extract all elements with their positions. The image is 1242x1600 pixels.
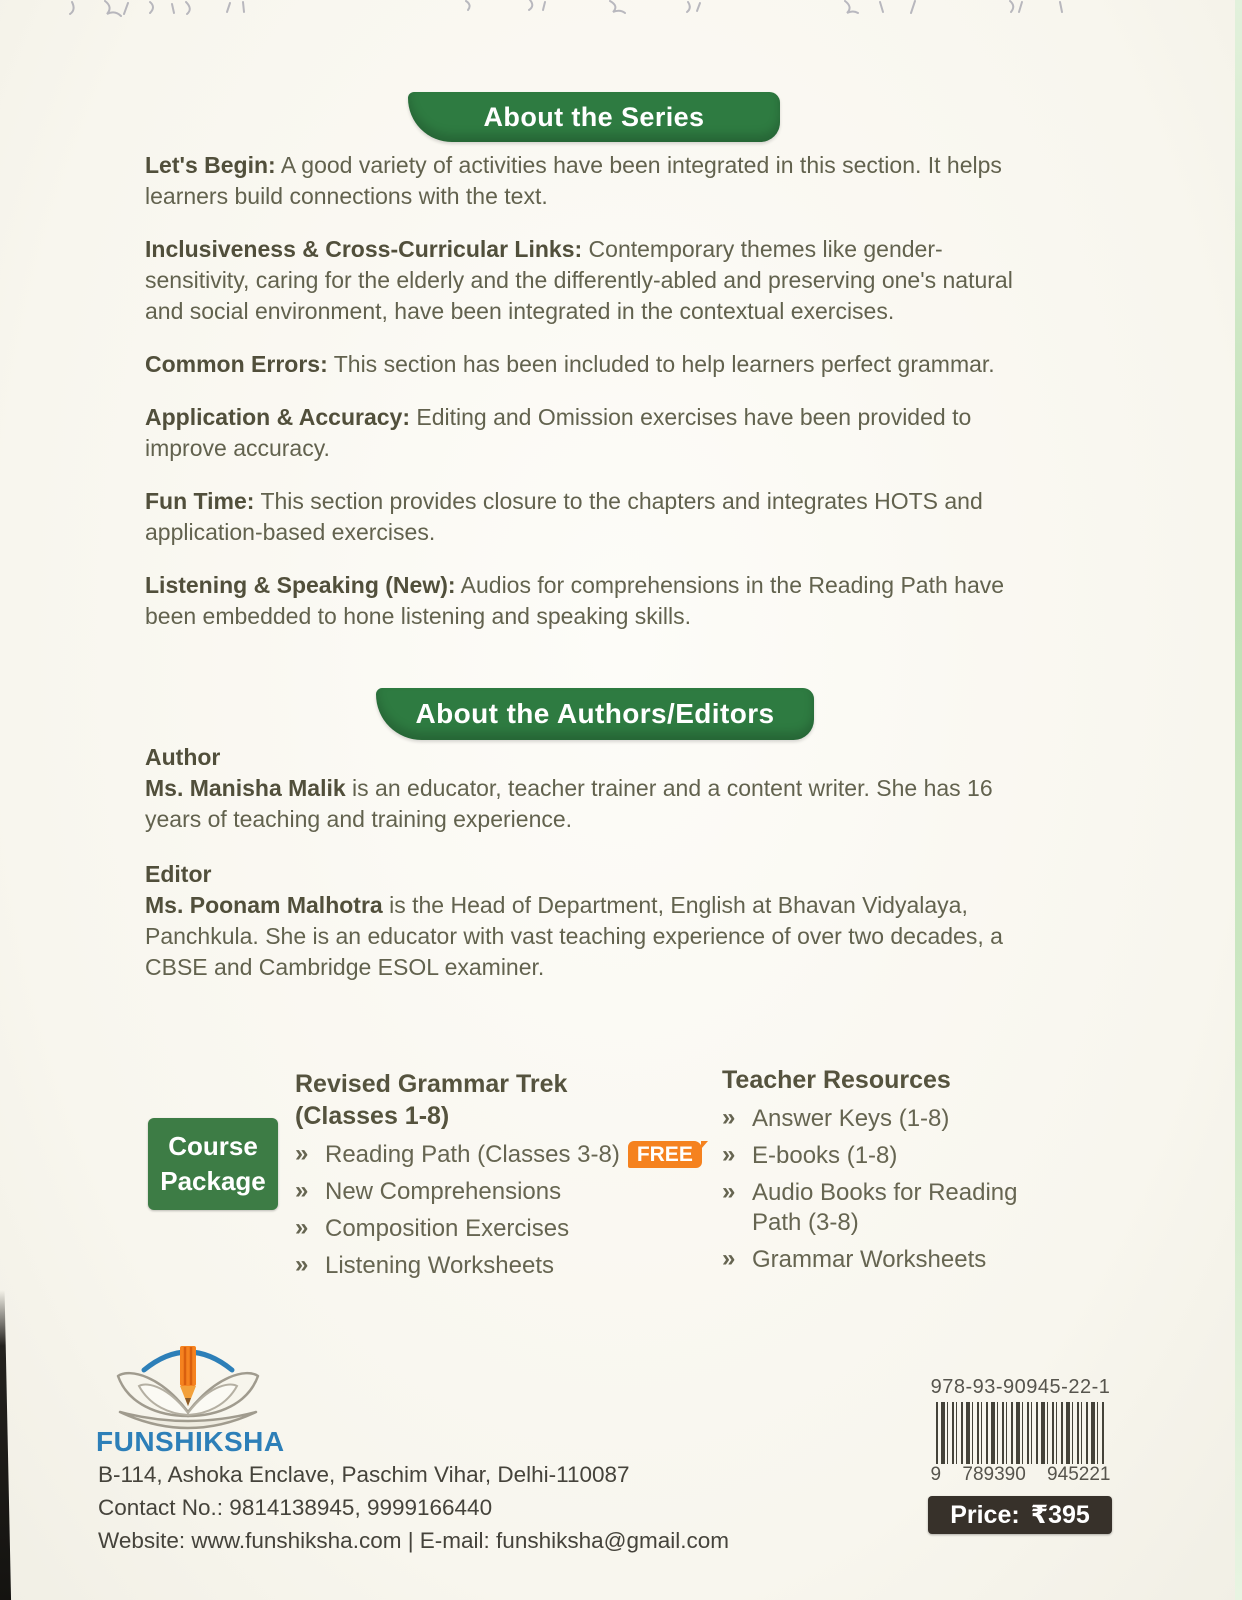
author-name: Ms. Manisha Malik <box>145 775 346 801</box>
course-package-badge-line2: Package <box>160 1166 266 1196</box>
teacher-resource-label: Audio Books for Reading Path (3-8) <box>752 1179 1018 1236</box>
author-bio-text: is an educator, teacher trainer and a content writer. She has 16 years of teaching and training experience. <box>145 775 993 832</box>
author-bio <box>145 773 1055 835</box>
publisher-address: B-114, Ashoka Enclave, Paschim Vihar, Delhi-110087 <box>98 1462 630 1487</box>
paragraph-lead: Let's Begin: <box>145 152 276 178</box>
series-banner <box>408 92 780 142</box>
chevron-bullet-icon: » <box>722 1104 736 1131</box>
free-badge: FREE <box>628 1141 702 1168</box>
paragraph-lead: Inclusiveness & Cross-Curricular Links: <box>145 236 583 262</box>
publisher-website: Website: www.funshiksha.com | E-mail: funshiksha@gmail.com <box>98 1528 729 1553</box>
teacher-resources-heading: Teacher Resources <box>722 1066 951 1094</box>
chevron-bullet-icon: » <box>295 1177 309 1204</box>
publisher-info <box>98 1458 729 1557</box>
chevron-bullet-icon: » <box>722 1178 736 1205</box>
barcode <box>936 1402 1106 1464</box>
chevron-bullet-icon: » <box>722 1245 736 1272</box>
series-banner-label: About the Series <box>483 102 705 132</box>
series-paragraph <box>145 150 1045 212</box>
series-paragraph <box>145 349 1045 380</box>
series-paragraph <box>145 402 1045 464</box>
photo-edge-bottom-left <box>0 1290 13 1600</box>
editor-name: Ms. Poonam Malhotra <box>145 892 383 918</box>
course-item <box>295 1251 715 1281</box>
course-item <box>295 1177 715 1207</box>
course-package-list <box>295 1068 715 1281</box>
brand-name: FUNSHIKSHA <box>96 1426 285 1457</box>
paragraph-text: This section provides closure to the chapters and integrates HOTS and application-based exercises. <box>145 488 983 545</box>
course-heading-line1: Revised Grammar Trek <box>295 1070 568 1098</box>
course-list-heading <box>295 1068 715 1132</box>
paragraph-lead: Listening & Speaking (New): <box>145 572 456 598</box>
paragraph-text: A good variety of activities have been integrated in this section. It helps learners build connections with the text. <box>145 152 1002 209</box>
paragraph-lead: Application & Accuracy: <box>145 404 410 430</box>
barcode-digits: 9 789390 945221 <box>930 1464 1111 1485</box>
paragraph-text: Contemporary themes like gender-sensitivity, caring for the elderly and the differently-abled and preserving one's natural and social environment, have been integrated in the contextual exercises. <box>145 236 1013 324</box>
chevron-bullet-icon: » <box>295 1140 309 1167</box>
course-item-label: Listening Worksheets <box>325 1252 555 1279</box>
authors-banner <box>376 688 814 740</box>
course-item-label: Composition Exercises <box>325 1215 570 1242</box>
authors-banner-label: About the Authors/Editors <box>415 698 775 729</box>
photo-edge-right <box>1235 0 1242 1600</box>
paragraph-text: Audios for comprehensions in the Reading Path have been embedded to hone listening and speaking skills. <box>145 572 1005 629</box>
teacher-resource-item <box>722 1178 1052 1238</box>
course-package-badge <box>148 1118 278 1210</box>
price-value: ₹395 <box>1030 1501 1090 1529</box>
teacher-resource-item <box>722 1104 1052 1134</box>
teacher-resources-list <box>722 1064 1052 1275</box>
course-heading-line2: (Classes 1-8) <box>295 1102 450 1130</box>
series-paragraph <box>145 570 1045 632</box>
teacher-resource-label: Answer Keys (1-8) <box>752 1105 950 1132</box>
course-package-badge-line1: Course <box>168 1131 258 1161</box>
editor-heading: Editor <box>145 861 212 887</box>
series-paragraph <box>145 234 1045 327</box>
course-item <box>295 1140 715 1170</box>
chevron-bullet-icon: » <box>722 1141 736 1168</box>
authors-section <box>145 742 1055 1007</box>
price-label: Price: <box>950 1500 1020 1529</box>
author-heading: Author <box>145 744 221 770</box>
series-description <box>145 150 1045 654</box>
teacher-resource-item <box>722 1141 1052 1171</box>
teacher-resource-item <box>722 1245 1052 1275</box>
paragraph-text: This section has been included to help learners perfect grammar. <box>327 351 995 377</box>
chevron-bullet-icon: » <box>295 1214 309 1241</box>
editor-bio <box>145 890 1055 983</box>
teacher-resource-label: Grammar Worksheets <box>752 1246 987 1273</box>
handwriting-marks <box>0 0 1242 18</box>
course-item-label: New Comprehensions <box>325 1178 562 1205</box>
paragraph-text: Editing and Omission exercises have been provided to improve accuracy. <box>145 404 972 461</box>
isbn-number: 978-93-90945-22-1 <box>930 1376 1111 1398</box>
series-paragraph <box>145 486 1045 548</box>
course-item-label: Reading Path (Classes 3-8) <box>325 1141 620 1168</box>
funshiksha-book-logo-icon <box>106 1330 270 1430</box>
editor-bio-text: is the Head of Department, English at Bhavan Vidyalaya, Panchkula. She is an educator with vast teaching experience of over two decades, a CBSE and Cambridge ESOL examiner. <box>145 892 1003 980</box>
price-badge <box>928 1496 1112 1534</box>
paragraph-lead: Common Errors: <box>145 351 328 377</box>
publisher-contact: Contact No.: 9814138945, 9999166440 <box>98 1495 493 1520</box>
course-item <box>295 1214 715 1244</box>
chevron-bullet-icon: » <box>295 1251 309 1278</box>
paragraph-lead: Fun Time: <box>145 488 255 514</box>
teacher-resource-label: E-books (1-8) <box>752 1142 898 1169</box>
